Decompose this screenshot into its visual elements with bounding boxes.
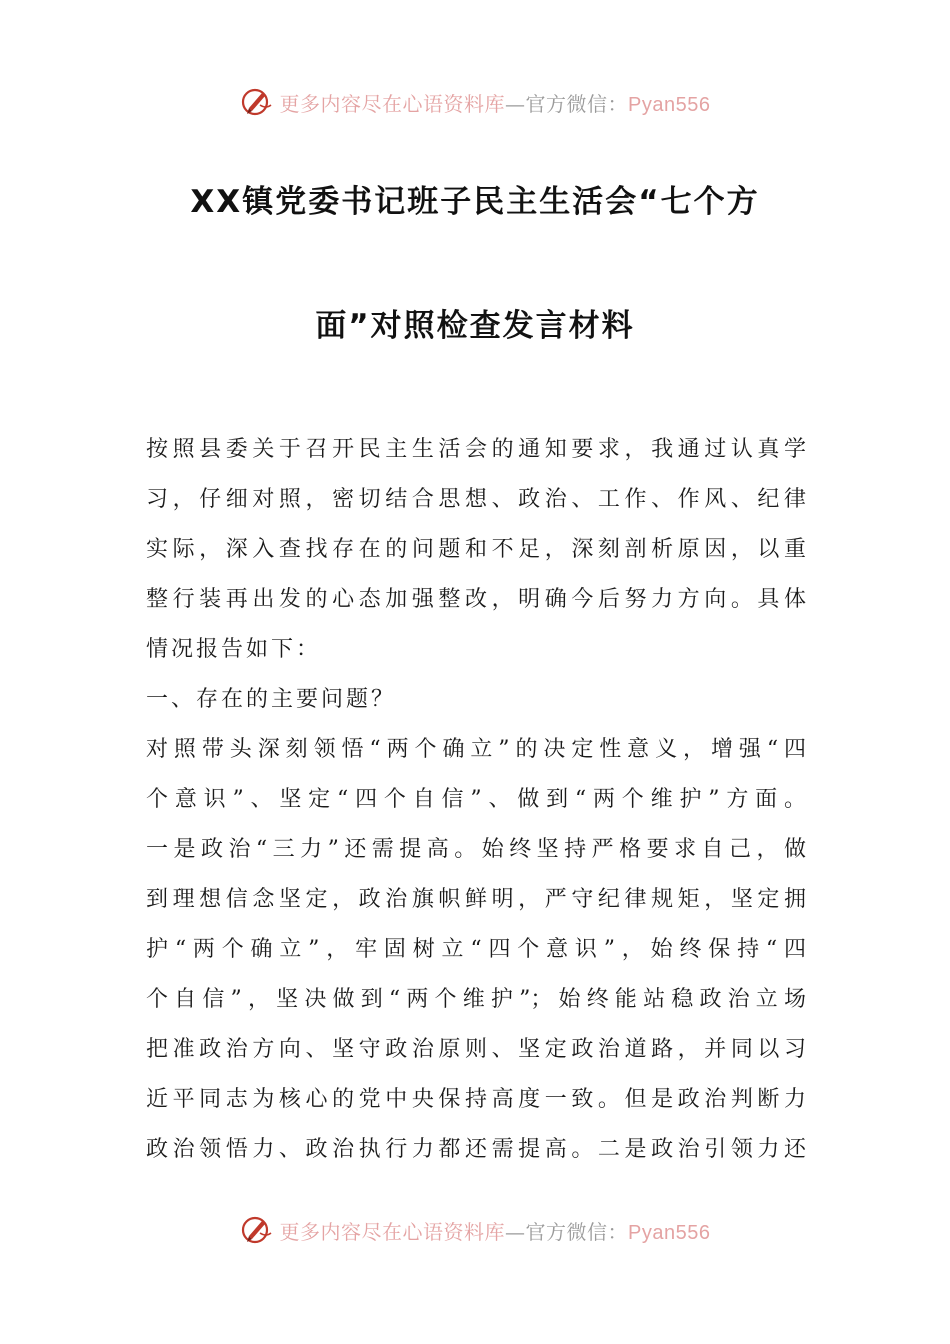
watermark-main: 更多内容尽在心语资料库 [279, 1219, 506, 1244]
body-line: 情况报告如下： [146, 637, 322, 662]
watermark-main: 更多内容尽在心语资料库 [279, 91, 506, 116]
body-line: 习，仔细对照，密切结合思想、政治、工作、作风、纪律 [146, 487, 806, 512]
body-line: 对照带头深刻领悟“两个确立”的决定性意义，增强“四 [146, 737, 806, 762]
body-line: 个意识”、坚定“四个自信”、做到“两个维护”方面。 [146, 787, 806, 812]
body-line: 政治领悟力、政治执行力都还需提高。二是政治引领力还 [146, 1137, 806, 1162]
watermark-dash: — [505, 91, 526, 116]
body-line: 个自信”，坚决做到“两个维护”；始终能站稳政治立场 [146, 987, 806, 1012]
watermark-label: 官方微信： [525, 1219, 629, 1244]
watermark-wechat-id: Pyan556 [628, 93, 711, 116]
pen-logo-icon [240, 85, 274, 119]
body-line: 一是政治“三力”还需提高。始终坚持严格要求自己，做 [146, 837, 806, 862]
body-line: 到理想信念坚定，政治旗帜鲜明，严守纪律规矩，坚定拥 [146, 887, 806, 912]
watermark-label: 官方微信： [525, 91, 629, 116]
body-line: 护“两个确立”，牢固树立“四个意识”，始终保持“四 [146, 937, 806, 962]
watermark-text [280, 88, 711, 117]
footer-watermark [0, 1210, 950, 1250]
header-watermark [0, 82, 950, 122]
section-heading: 一、存在的主要问题？ [146, 687, 397, 712]
watermark-wechat-id: Pyan556 [628, 1221, 711, 1244]
watermark-dash: — [505, 1219, 526, 1244]
pen-logo-icon [240, 1213, 274, 1247]
body-line: 整行装再出发的心态加强整改，明确今后努力方向。具体 [146, 587, 806, 612]
document-title-line-2: 面”对照检查发言材料 [315, 308, 635, 344]
body-line: 近平同志为核心的党中央保持高度一致。但是政治判断力 [146, 1087, 806, 1112]
document-title-line-1: XX镇党委书记班子民主生活会“七个方 [190, 184, 760, 220]
body-line: 实际，深入查找存在的问题和不足，深刻剖析原因，以重 [146, 537, 806, 562]
body-line: 按照县委关于召开民主生活会的通知要求，我通过认真学 [146, 437, 806, 462]
document-body [146, 428, 806, 1178]
body-line: 把准政治方向、坚守政治原则、坚定政治道路，并同以习 [146, 1037, 806, 1062]
watermark-text [280, 1216, 711, 1245]
